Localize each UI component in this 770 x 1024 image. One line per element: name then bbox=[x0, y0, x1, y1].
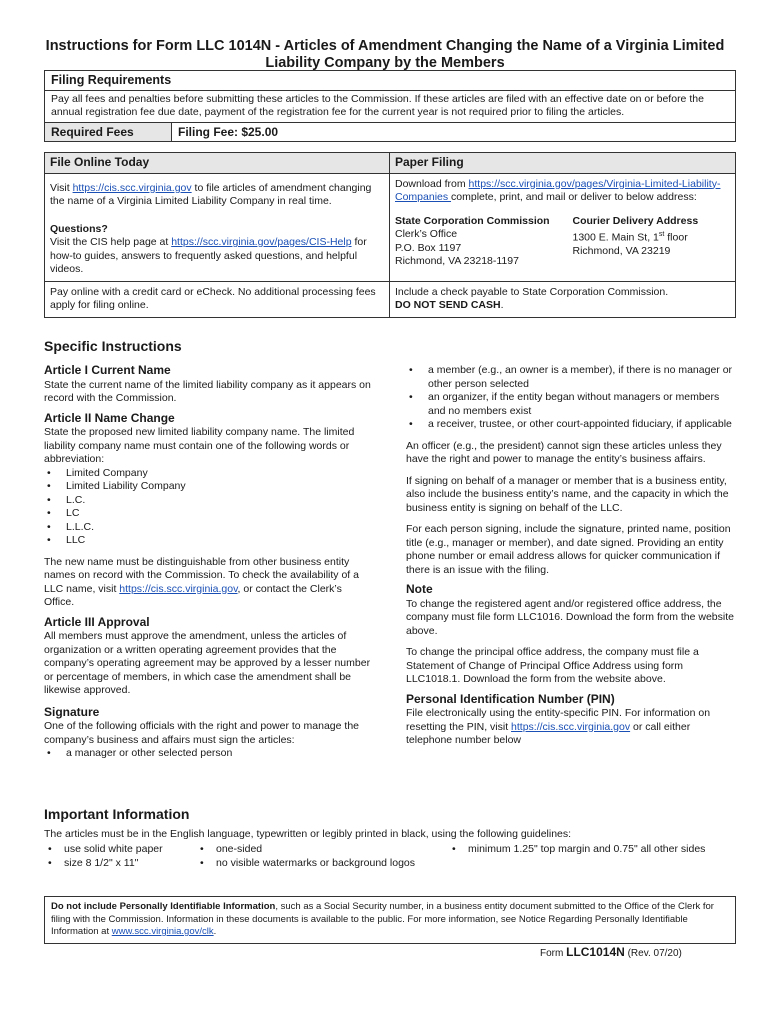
form-id: LLC1014N bbox=[566, 945, 625, 959]
file-online-heading: File Online Today bbox=[45, 153, 390, 173]
filing-requirements-heading: Filing Requirements bbox=[45, 71, 735, 91]
cis-link[interactable]: https://cis.scc.virginia.gov bbox=[72, 181, 192, 194]
signer-list-right bbox=[406, 364, 736, 432]
scc-line2: P.O. Box 1197 bbox=[395, 241, 462, 254]
filing-requirements-box bbox=[44, 70, 736, 142]
required-fees-row bbox=[45, 122, 735, 141]
note-text-2: To change the principal office address, the company must file a Statement of Change of Principal Office Address using form LLC1018.1. Download the form from the website above. bbox=[406, 646, 699, 685]
courier-sup: st bbox=[658, 231, 665, 238]
guidelines-list bbox=[44, 843, 744, 870]
name-availability-link[interactable]: https://cis.scc.virginia.gov bbox=[119, 582, 238, 595]
guidelines-col-2 bbox=[196, 843, 448, 870]
availability-suffix: , or contact the Clerk’s Office. bbox=[44, 582, 342, 608]
specific-instructions-heading: Specific Instructions bbox=[44, 338, 182, 354]
page-title: Instructions for Form LLC 1014N - Articles of Amendment Changing the Name of a Virginia Limited Liability Company by the Members bbox=[45, 38, 725, 71]
scc-line3: Richmond, VA 23218-1197 bbox=[395, 255, 519, 267]
article-3-text: All members must approve the amendment, unless the articles of organization or a written operating agreement provides that the company’s operating agreement may be approved by a lesser number or percentage of members, in which case the amendment shall be likewise approved. bbox=[44, 630, 371, 696]
paper-filing-heading: Paper Filing bbox=[390, 153, 735, 173]
download-prefix: Download from bbox=[395, 177, 469, 190]
courier-floor: floor bbox=[664, 231, 688, 244]
filing-fee-value: Filing Fee: $25.00 bbox=[178, 124, 279, 139]
filing-requirements-text: Pay all fees and penalties before submitting these articles to the Commission. If these articles are filed with an effective date on or before the annual registration fee due date, payment of the registration fee for the current year is not required prior to filing the articles. bbox=[51, 92, 704, 118]
signature-text: One of the following officials with the right and power to manage the company’s business and affairs must sign the articles: bbox=[44, 720, 359, 746]
llc-word-item: • Limited Liability Company bbox=[44, 480, 374, 494]
pin-suffix: or call either telephone number below bbox=[406, 720, 691, 746]
pii-text: , such as a Social Security number, in a business entity document submitted to the Office of the Clerk for filing with the Commission. Information in these documents is available to the public. For more information, see Notice Regarding Personally Identifiable Information at bbox=[51, 901, 714, 937]
llc-words-list bbox=[44, 467, 374, 548]
llc-word-item: • Limited Company bbox=[44, 467, 374, 481]
questions-suffix: for how-to guides, answers to frequently asked questions, and helpful videos. bbox=[50, 236, 367, 275]
pin-prefix: File electronically using the entity-specific PIN. For information on resetting the PIN, visit bbox=[406, 707, 711, 733]
questions-prefix: Visit the CIS help page at bbox=[50, 236, 172, 248]
important-information-heading: Important Information bbox=[44, 806, 190, 822]
pii-bold: Do not include Personally Identifiable Information bbox=[51, 901, 276, 912]
specific-right-column bbox=[406, 364, 736, 752]
guidelines-col-3 bbox=[448, 843, 705, 870]
each-signer-text: For each person signing, include the signature, printed name, position title (e.g., manager or member), and date signed. Providing an entity phone number or email address allows for quicker communication if there is an issue with the filing. bbox=[406, 523, 731, 576]
courier-address bbox=[563, 215, 731, 269]
questions-heading: Questions? bbox=[50, 222, 108, 235]
paper-payment-cell bbox=[390, 282, 735, 317]
courier-line1 bbox=[573, 228, 731, 245]
signer-item: • a member (e.g., an owner is a member), if there is no manager or other person selected bbox=[406, 364, 736, 391]
required-fees-label: Required Fees bbox=[45, 123, 172, 141]
courier-street: 1300 E. Main St, 1 bbox=[572, 231, 659, 244]
guidelines-col-1 bbox=[44, 843, 196, 870]
pin-text bbox=[406, 707, 736, 748]
no-cash-line bbox=[395, 299, 730, 313]
guideline-item: • use solid white paper bbox=[44, 843, 196, 857]
business-entity-text: If signing on behalf of a manager or member that is a business entity, also include the business entity’s name, and the capacity in which the business entity is signing on behalf of the LLC. bbox=[406, 474, 729, 514]
no-cash-period: . bbox=[500, 299, 504, 311]
paper-download-text bbox=[395, 178, 730, 205]
no-cash-text: DO NOT SEND CASH bbox=[395, 299, 501, 311]
llc-word-item: • L.C. bbox=[44, 494, 374, 508]
filing-options-table bbox=[44, 152, 736, 318]
llc-word-item: • LC bbox=[44, 507, 374, 521]
signer-item: • a manager or other selected person bbox=[44, 747, 374, 761]
llc-word-item: • LLC bbox=[44, 534, 374, 548]
scc-heading: State Corporation Commission bbox=[395, 214, 550, 227]
clk-link[interactable]: www.scc.virginia.gov/clk bbox=[111, 926, 214, 937]
paper-filing-cell bbox=[390, 174, 735, 281]
article-2-heading: Article II Name Change bbox=[44, 410, 175, 425]
note-text-1: To change the registered agent and/or registered office address, the company must file form LLC1016. Download the form from the website above. bbox=[406, 597, 734, 637]
pin-link[interactable]: https://cis.scc.virginia.gov bbox=[511, 720, 631, 733]
filing-options-header-row bbox=[45, 153, 735, 174]
guideline-item: • size 8 1/2" x 11" bbox=[44, 857, 196, 871]
online-payment-text: Pay online with a credit card or eCheck. No additional processing fees apply for filing online. bbox=[45, 282, 390, 317]
form-revision: (Rev. 07/20) bbox=[624, 948, 682, 959]
file-online-visit bbox=[50, 182, 384, 209]
form-label: Form bbox=[540, 948, 567, 959]
filing-options-body-row bbox=[45, 174, 735, 282]
llc-word-item: • L.L.C. bbox=[44, 521, 374, 535]
visit-suffix: to file articles of amendment changing the name of a Virginia Limited Liability Company in real time. bbox=[50, 181, 372, 207]
filing-options-payment-row bbox=[45, 282, 735, 317]
pii-end: . bbox=[213, 926, 217, 937]
scc-address bbox=[395, 215, 563, 269]
questions-text bbox=[50, 236, 384, 277]
signer-item: • a receiver, trustee, or other court-appointed fiduciary, if applicable bbox=[406, 418, 736, 432]
signature-heading: Signature bbox=[44, 704, 100, 719]
file-online-cell bbox=[45, 174, 390, 281]
courier-heading: Courier Delivery Address bbox=[572, 214, 699, 227]
signer-list-left bbox=[44, 747, 374, 761]
check-payable-text: Include a check payable to State Corporation Commission. bbox=[395, 285, 669, 298]
visit-prefix: Visit bbox=[50, 181, 73, 194]
pii-notice-box bbox=[44, 896, 736, 944]
signer-item: • an organizer, if the entity began without managers or members and no members exist bbox=[406, 391, 736, 418]
download-suffix: complete, print, and mail or deliver to below address: bbox=[451, 191, 697, 203]
cis-help-link[interactable]: https://scc.virginia.gov/pages/CIS-Help bbox=[171, 236, 352, 248]
article-1-heading: Article I Current Name bbox=[44, 363, 171, 377]
note-heading: Note bbox=[406, 582, 433, 596]
guideline-item: • minimum 1.25" top margin and 0.75" all other sides bbox=[448, 843, 705, 857]
mailing-addresses bbox=[395, 215, 730, 269]
form-footer bbox=[540, 946, 682, 961]
specific-left-column bbox=[44, 358, 374, 765]
guideline-item: • one-sided bbox=[196, 843, 448, 857]
officer-text: An officer (e.g., the president) cannot sign these articles unless they have the right and power to manage the entity’s business affairs. bbox=[406, 439, 722, 465]
article-2-text: State the proposed new limited liability company name. The limited liability company name must contain one of the following words or abbreviation: bbox=[44, 426, 355, 465]
guideline-item: • no visible watermarks or background logos bbox=[196, 857, 416, 871]
pin-heading: Personal Identification Number (PIN) bbox=[406, 691, 615, 706]
scc-line1: Clerk’s Office bbox=[395, 228, 458, 240]
important-text: The articles must be in the English language, typewritten or legibly printed in black, using the following guidelines: bbox=[44, 828, 572, 840]
llc-page-link[interactable]: https://scc.virginia.gov/pages/Virginia-Limited-Liability-Companies bbox=[395, 177, 721, 203]
article-3-heading: Article III Approval bbox=[44, 614, 150, 629]
article-1-text: State the current name of the limited liability company as it appears on record with the Commission. bbox=[44, 378, 371, 404]
article-2-availability bbox=[44, 556, 374, 610]
courier-line2: Richmond, VA 23219 bbox=[572, 245, 671, 257]
availability-prefix: The new name must be distinguishable from other business entity names on record with the Commission. To check the availability of a LLC name, visit bbox=[44, 555, 359, 595]
